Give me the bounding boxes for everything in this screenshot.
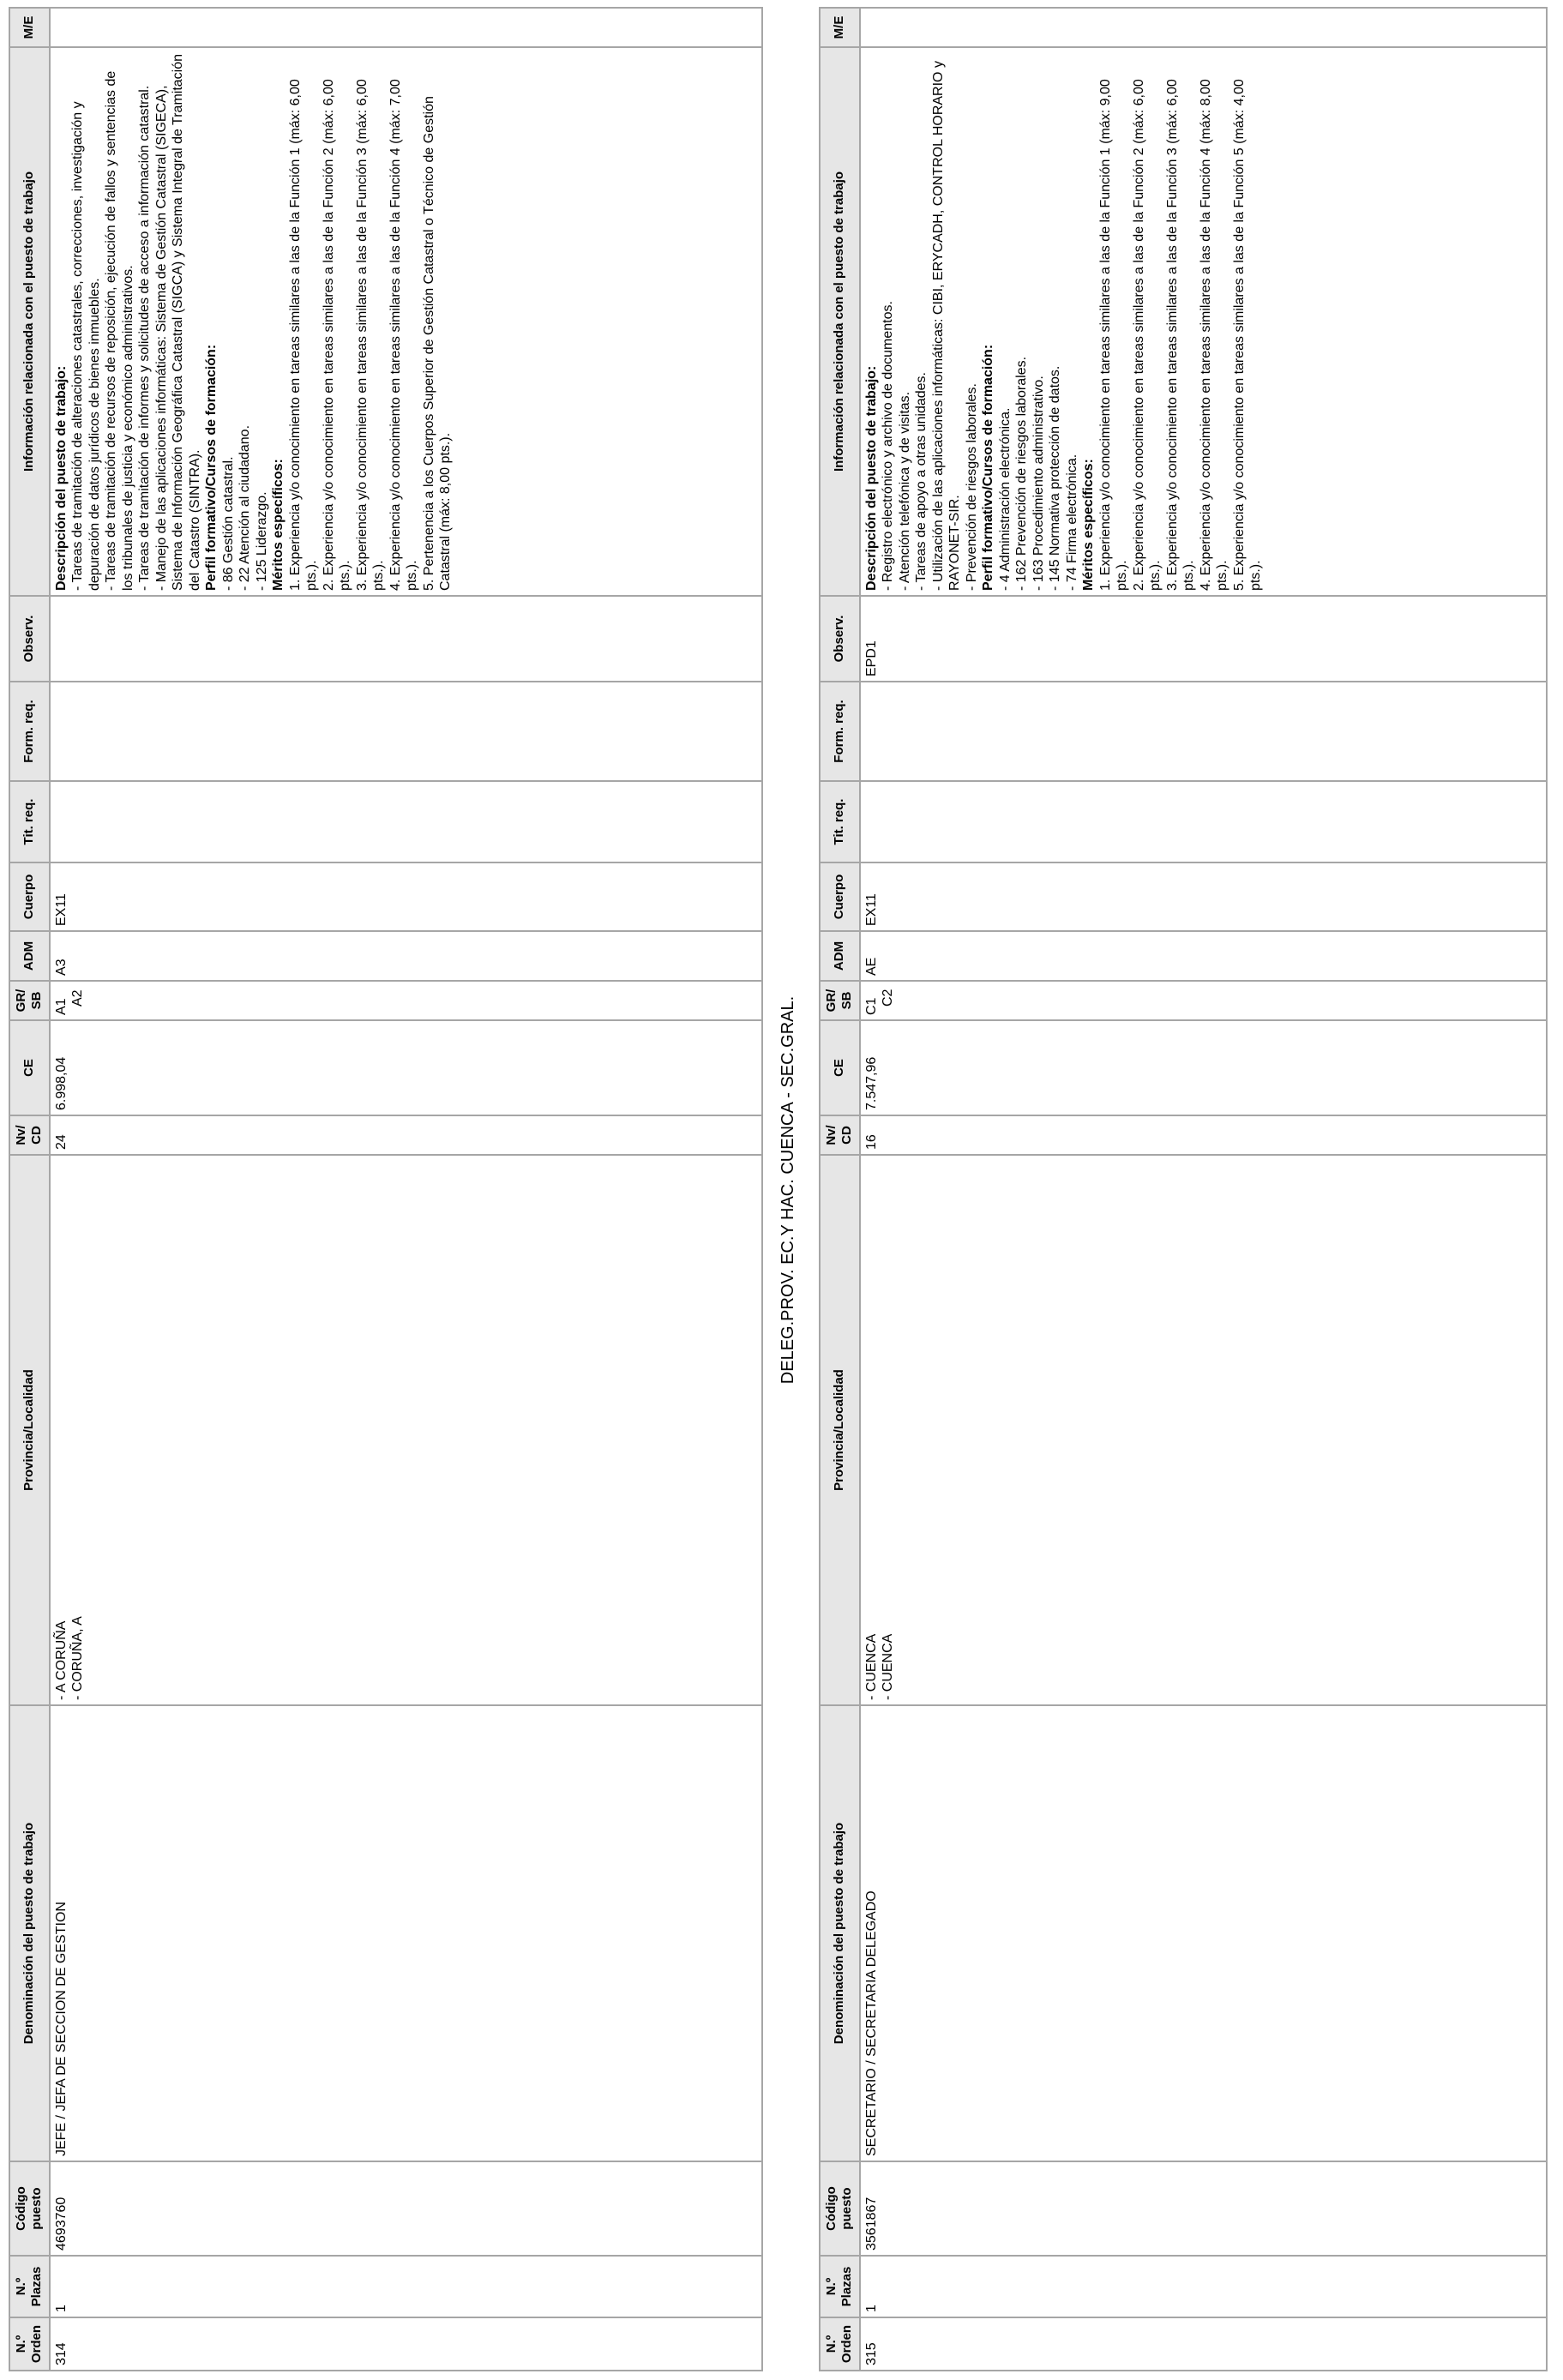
info-line: - 125 Liderazgo. <box>254 491 269 591</box>
header-nvcd-line1: Nv/ <box>14 1125 28 1145</box>
header-cuerpo: Cuerpo <box>820 862 860 931</box>
header-observ: Observ. <box>820 596 860 682</box>
info-line: 5. Pertenencia a los Cuerpos Superior de Gestión Catastral o Técnico de Gestión Catastral (máx: 8,00 pts.). <box>421 96 454 591</box>
cell-tit <box>860 781 1547 862</box>
cell-denominacion: JEFE / JEFA DE SECCION DE GESTION <box>50 1705 762 2161</box>
cell-adm: AE <box>860 931 1547 981</box>
info-line: 2. Experiencia y/o conocimiento en tareas similares a las de la Función 2 (máx: 6,00 pts.). <box>1131 79 1163 591</box>
header-me: M/E <box>9 8 50 47</box>
info-line: 1. Experiencia y/o conocimiento en tareas similares a las de la Función 1 (máx: 6,00 pts.). <box>287 79 320 591</box>
info-line: 2. Experiencia y/o conocimiento en tareas similares a las de la Función 2 (máx: 6,00 pts.). <box>321 79 353 591</box>
info-line: - Tareas de tramitación de alteraciones catastrales, correcciones, investigación y depuración de datos jurídicos de bienes inmuebles. <box>70 101 102 591</box>
header-orden: N.º Orden <box>820 2317 860 2371</box>
info-line: - 162 Prevención de riesgos laborales. <box>1014 356 1030 591</box>
info-line: - 163 Procedimiento administrativo. <box>1031 376 1046 591</box>
provincia-line: - A CORUÑA <box>53 1620 69 1700</box>
info-line: - 74 Firma electrónica. <box>1064 454 1079 591</box>
info-line: 4. Experiencia y/o conocimiento en tareas similares a las de la Función 4 (máx: 8,00 pts.). <box>1198 79 1230 591</box>
header-nvcd-line2: CD <box>29 1126 45 1145</box>
header-codigo: Código puesto <box>820 2161 860 2256</box>
info-section-heading: Méritos específicos: <box>1081 459 1097 591</box>
header-provincia: Provincia/Localidad <box>9 1155 50 1705</box>
info-line: - Tareas de tramitación de informes y solicitudes de acceso a información catastral. <box>137 85 153 591</box>
header-denominacion: Denominación del puesto de trabajo <box>9 1705 50 2161</box>
cell-info <box>50 47 762 596</box>
header-grsb-line2: SB <box>29 991 45 1010</box>
info-line: - 22 Atención al ciudadano. <box>237 424 253 591</box>
cell-me <box>50 8 762 47</box>
info-section-heading: Descripción del puesto de trabajo: <box>863 365 879 591</box>
header-grsb-line1: GR/ <box>824 989 839 1013</box>
provincia-line: - CUENCA <box>881 1633 896 1700</box>
info-section-heading: Perfil formativo/Cursos de formación: <box>981 344 996 591</box>
cell-codigo: 4693760 <box>50 2161 762 2256</box>
header-provincia: Provincia/Localidad <box>820 1155 860 1705</box>
cell-cuerpo: EX11 <box>50 862 762 931</box>
cell-nvcd: 16 <box>860 1115 1547 1155</box>
header-form: Form. req. <box>820 682 860 781</box>
header-row <box>9 8 50 2371</box>
header-form: Form. req. <box>9 682 50 781</box>
header-ce: CE <box>820 1020 860 1115</box>
header-grsb-line1: GR/ <box>14 989 28 1013</box>
header-orden: N.º Orden <box>9 2317 50 2371</box>
cell-observ <box>50 596 762 682</box>
info-line: - Utilización de las aplicaciones informáticas: CIBI, ERYCADH, CONTROL HORARIO y RAYONET-SIR. <box>930 61 963 591</box>
cell-orden: 314 <box>50 2317 762 2371</box>
info-line: - Tareas de apoyo a otras unidades. <box>914 372 929 591</box>
sb-value: A2 <box>70 989 86 1007</box>
header-denominacion: Denominación del puesto de trabajo <box>820 1705 860 2161</box>
header-grsb-line2: SB <box>839 991 855 1010</box>
info-section-heading: Méritos específicos: <box>271 459 286 591</box>
header-ce: CE <box>9 1020 50 1115</box>
header-nvcd-line1: Nv/ <box>824 1125 839 1145</box>
info-line: - 145 Normativa protección de datos. <box>1048 365 1063 591</box>
info-section-heading: Perfil formativo/Cursos de formación: <box>204 344 219 591</box>
cell-form <box>50 682 762 781</box>
header-row <box>820 8 860 2371</box>
header-grsb <box>820 981 860 1020</box>
header-cuerpo: Cuerpo <box>9 862 50 931</box>
section-heading: DELEG.PROV. EC.Y HAC. CUENCA - SEC.GRAL. <box>778 995 797 1385</box>
cell-form <box>860 682 1547 781</box>
info-section-heading: Descripción del puesto de trabajo: <box>53 365 69 591</box>
cell-provincia <box>50 1155 762 1705</box>
header-tit: Tit. req. <box>820 781 860 862</box>
cell-grsb <box>860 981 1547 1020</box>
cell-nvcd: 24 <box>50 1115 762 1155</box>
cell-me <box>860 8 1547 47</box>
cell-orden: 315 <box>860 2317 1547 2371</box>
cell-ce: 7.547,96 <box>860 1020 1547 1115</box>
header-me: M/E <box>820 8 860 47</box>
table-row <box>50 8 762 2371</box>
cell-adm: A3 <box>50 931 762 981</box>
info-line: 3. Experiencia y/o conocimiento en tareas similares a las de la Función 3 (máx: 6,00 pts.). <box>354 79 387 591</box>
cell-info <box>860 47 1547 596</box>
sb-value: C2 <box>881 989 896 1007</box>
gr-value: C1 <box>863 997 879 1015</box>
cell-denominacion: SECRETARIO / SECRETARIA DELEGADO <box>860 1705 1547 2161</box>
header-adm: ADM <box>9 931 50 981</box>
header-observ: Observ. <box>9 596 50 682</box>
cell-grsb <box>50 981 762 1020</box>
cell-provincia <box>860 1155 1547 1705</box>
cell-tit <box>50 781 762 862</box>
header-adm: ADM <box>820 931 860 981</box>
header-nvcd-line2: CD <box>839 1126 855 1145</box>
info-line: - Registro electrónico y archivo de documentos. <box>881 301 896 591</box>
info-line: - 86 Gestión catastral. <box>220 456 236 591</box>
provincia-line: - CUENCA <box>863 1633 879 1700</box>
cell-cuerpo: EX11 <box>860 862 1547 931</box>
info-line: 3. Experiencia y/o conocimiento en tareas similares a las de la Función 3 (máx: 6,00 pts.). <box>1164 79 1197 591</box>
gr-value: A1 <box>53 998 69 1015</box>
info-line: 5. Experiencia y/o conocimiento en tareas similares a las de la Función 5 (máx: 4,00 pts.). <box>1231 79 1264 591</box>
info-line: - Tareas de tramitación de recursos de reposición, ejecución de fallos y sentencias de los tribunales de justicia y económico administrativos. <box>104 70 135 591</box>
job-table-2 <box>819 7 1548 2371</box>
header-info: Información relacionada con el puesto de trabajo <box>820 47 860 596</box>
header-plazas: N.º Plazas <box>9 2256 50 2317</box>
header-plazas: N.º Plazas <box>820 2256 860 2317</box>
info-line: - Atención telefónica y de visitas. <box>897 391 912 591</box>
info-line: - 4 Administración electrónica. <box>997 407 1013 591</box>
header-nvcd <box>9 1115 50 1155</box>
info-line: - Manejo de las aplicaciones informáticas: Sistema de Gestión Catastral (SIGECA), Sistema de Información Geográfica Catastral (SIGCA) y Sistema Integral de Tramitación del Catastro (SINTRA). <box>153 53 202 591</box>
cell-ce: 6.998,04 <box>50 1020 762 1115</box>
provincia-line: - CORUÑA, A <box>70 1616 86 1700</box>
info-line: 4. Experiencia y/o conocimiento en tareas similares a las de la Función 4 (máx: 7,00 pts.). <box>388 79 420 591</box>
cell-observ: EPD1 <box>860 596 1547 682</box>
header-info: Información relacionada con el puesto de trabajo <box>9 47 50 596</box>
job-table-1 <box>9 7 763 2371</box>
cell-codigo: 3561867 <box>860 2161 1547 2256</box>
info-line: - Prevención de riesgos laborales. <box>964 383 979 591</box>
cell-plazas: 1 <box>860 2256 1547 2317</box>
header-codigo: Código puesto <box>9 2161 50 2256</box>
header-grsb <box>9 981 50 1020</box>
cell-plazas: 1 <box>50 2256 762 2317</box>
table-row <box>860 8 1547 2371</box>
header-tit: Tit. req. <box>9 781 50 862</box>
info-line: 1. Experiencia y/o conocimiento en tareas similares a las de la Función 1 (máx: 9,00 pts.). <box>1097 79 1130 591</box>
header-nvcd <box>820 1115 860 1155</box>
